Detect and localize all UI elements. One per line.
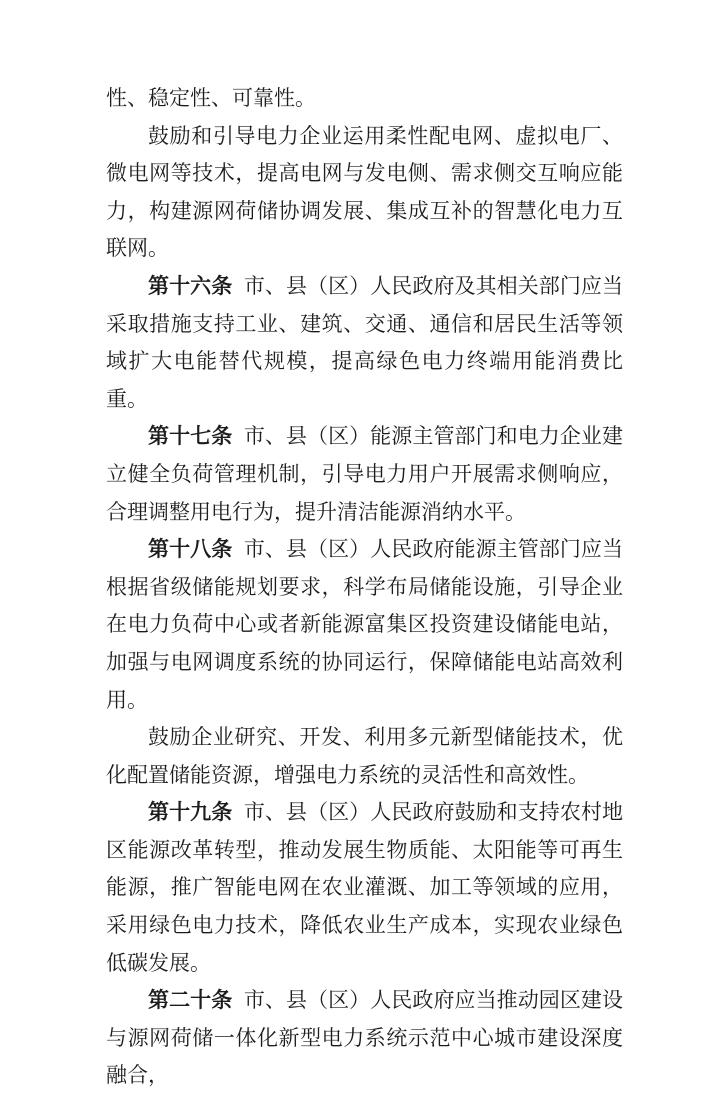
paragraph-continuation [106,80,623,118]
article-number: 第十七条 [148,425,233,449]
article-paragraph-18 [106,531,623,719]
document-page [106,80,623,1095]
paragraph-body [106,118,623,268]
article-number: 第十九条 [148,801,233,825]
article-text: 市、县（区）能源主管部门和电力企业建立健全负荷管理机制，引导电力用户开展需求侧响应，合理调整用电行为，提升清洁能源消纳水平。 [106,425,624,524]
article-number: 第十八条 [148,538,233,562]
paragraph-body [106,719,623,794]
article-number: 第二十条 [148,989,233,1013]
article-paragraph-17 [106,418,623,531]
article-number: 第十六条 [148,274,233,298]
article-text: 市、县（区）人民政府及其相关部门应当采取措施支持工业、建筑、交通、通信和居民生活等领域扩大电能替代规模，提高绿色电力终端用能消费比重。 [106,274,624,411]
article-paragraph-16 [106,268,623,418]
article-text: 市、县（区）人民政府应当推动园区建设与源网荷储一体化新型电力系统示范中心城市建设深度融合， [106,989,624,1088]
paragraph-text: 鼓励和引导电力企业运用柔性配电网、虚拟电厂、微电网等技术，提高电网与发电侧、需求侧交互响应能力，构建源网荷储协调发展、集成互补的智慧化电力互联网。 [106,124,623,261]
article-paragraph-20 [106,982,623,1095]
paragraph-text: 性、稳定性、可靠性。 [106,87,316,110]
article-text: 市、县（区）人民政府鼓励和支持农村地区能源改革转型，推动发展生物质能、太阳能等可再生能源，推广智能电网在农业灌溉、加工等领域的应用，采用绿色电力技术，降低农业生产成本，实现农业绿色低碳发展。 [106,801,624,975]
article-text: 市、县（区）人民政府能源主管部门应当根据省级储能规划要求，科学布局储能设施，引导企业在电力负荷中心或者新能源富集区投资建设储能电站，加强与电网调度系统的协同运行，保障储能电站高效利用。 [106,538,624,712]
article-paragraph-19 [106,794,623,982]
paragraph-text: 鼓励企业研究、开发、利用多元新型储能技术，优化配置储能资源，增强电力系统的灵活性和高效性。 [106,726,623,787]
